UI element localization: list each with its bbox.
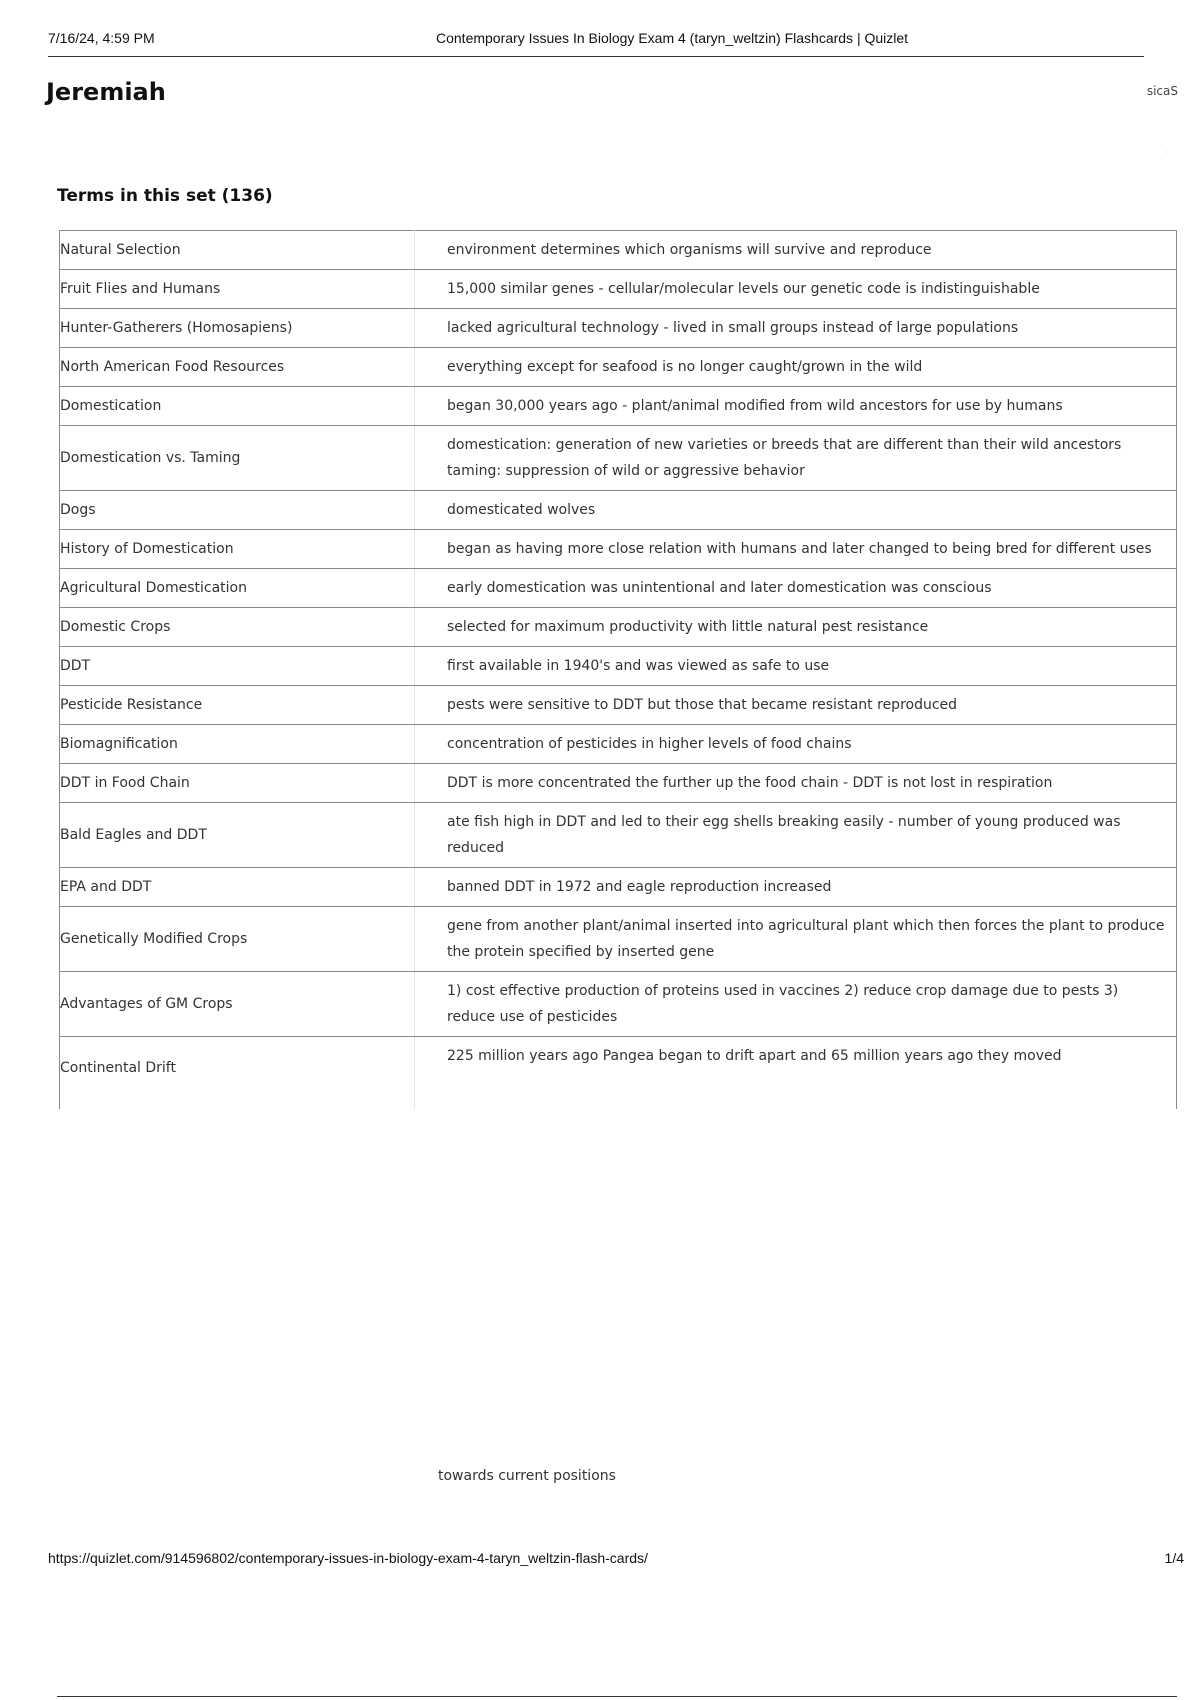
definition-cell — [415, 231, 1177, 270]
definition-cell — [415, 608, 1177, 647]
term-text: Genetically Modified Crops — [60, 907, 415, 972]
definition-text: lacked agricultural technology - lived in small groups instead of large populations — [447, 320, 1019, 336]
owner-right-label: sicaS — [1146, 84, 1178, 98]
definition-text: concentration of pesticides in higher levels of food chains — [447, 736, 852, 752]
definition-text: domesticated wolves — [447, 502, 596, 518]
term-row — [60, 348, 1177, 387]
term-text: Fruit Flies and Humans — [60, 270, 415, 309]
stray-mark: · — [1166, 148, 1169, 157]
definition-cell — [415, 764, 1177, 803]
term-text: North American Food Resources — [60, 348, 415, 387]
definition-cell — [415, 491, 1177, 530]
definition-text: ate fish high in DDT and led to their egg shells breaking easily - number of young produced was reduced — [447, 814, 1121, 856]
definition-cell — [415, 270, 1177, 309]
term-row — [60, 387, 1177, 426]
definition-cell — [415, 725, 1177, 764]
definition-text: environment determines which organisms will survive and reproduce — [447, 242, 932, 258]
term-row — [60, 686, 1177, 725]
print-header — [48, 28, 1144, 57]
terms-table — [59, 230, 1177, 1109]
definition-text: taming: suppression of wild or aggressive behavior — [447, 463, 805, 479]
print-date: 7/16/24, 4:59 PM — [48, 30, 155, 46]
definition-text: 15,000 similar genes - cellular/molecular levels our genetic code is indistinguishable — [447, 281, 1040, 297]
definition-text: 225 million years ago Pangea began to drift apart and 65 million years ago they moved — [447, 1048, 1062, 1064]
print-page-title: Contemporary Issues In Biology Exam 4 (taryn_weltzin) Flashcards | Quizlet — [436, 30, 909, 46]
term-text: DDT in Food Chain — [60, 764, 415, 803]
term-row — [60, 972, 1177, 1037]
definition-cell — [415, 686, 1177, 725]
definition-cell — [415, 972, 1177, 1037]
term-text: Bald Eagles and DDT — [60, 803, 415, 868]
term-text: Dogs — [60, 491, 415, 530]
term-text: Continental Drift — [60, 1037, 415, 1110]
term-row — [60, 1037, 1177, 1110]
term-text: Domestication — [60, 387, 415, 426]
definition-text: domestication: generation of new varieties or breeds that are different than their wild ancestors — [447, 437, 1122, 453]
term-row — [60, 530, 1177, 569]
definition-cell — [415, 309, 1177, 348]
definition-text: first available in 1940's and was viewed as safe to use — [447, 658, 830, 674]
term-row — [60, 231, 1177, 270]
bottom-divider — [57, 1696, 1177, 1697]
term-row — [60, 725, 1177, 764]
term-text: Domestication vs. Taming — [60, 426, 415, 491]
term-text: EPA and DDT — [60, 868, 415, 907]
term-text: Natural Selection — [60, 231, 415, 270]
definition-cell — [415, 530, 1177, 569]
definition-text: early domestication was unintentional and later domestication was conscious — [447, 580, 992, 596]
term-row — [60, 907, 1177, 972]
term-text: Biomagnification — [60, 725, 415, 764]
term-row — [60, 608, 1177, 647]
term-text: History of Domestication — [60, 530, 415, 569]
term-row — [60, 868, 1177, 907]
terms-heading: Terms in this set (136) — [57, 186, 273, 206]
definition-text: gene from another plant/animal inserted into agricultural plant which then forces the plant to produce the protein specified by inserted gene — [447, 918, 1165, 960]
definition-cell — [415, 348, 1177, 387]
definition-cell — [415, 868, 1177, 907]
definition-cell — [415, 647, 1177, 686]
definition-text: 1) cost effective production of proteins used in vaccines 2) reduce crop damage due to pests 3) reduce use of pesticides — [447, 983, 1119, 1025]
definition-cell — [415, 426, 1177, 491]
term-text: Pesticide Resistance — [60, 686, 415, 725]
definition-cell — [415, 1037, 1177, 1110]
definition-text: DDT is more concentrated the further up the food chain - DDT is not lost in respiration — [447, 775, 1053, 791]
term-row — [60, 309, 1177, 348]
definition-text: began 30,000 years ago - plant/animal modified from wild ancestors for use by humans — [447, 398, 1063, 414]
term-row — [60, 803, 1177, 868]
definition-cell — [415, 387, 1177, 426]
term-row — [60, 426, 1177, 491]
continued-definition-text: towards current positions — [438, 1468, 616, 1484]
term-row — [60, 647, 1177, 686]
set-owner-name: Jeremiah — [46, 78, 166, 106]
print-url: https://quizlet.com/914596802/contemporary-issues-in-biology-exam-4-taryn_weltzin-flash-cards/ — [48, 1550, 648, 1566]
definition-text: pests were sensitive to DDT but those that became resistant reproduced — [447, 697, 958, 713]
term-row — [60, 491, 1177, 530]
definition-cell — [415, 907, 1177, 972]
term-row — [60, 764, 1177, 803]
term-text: Hunter-Gatherers (Homosapiens) — [60, 309, 415, 348]
page-number: 1/4 — [1164, 1550, 1184, 1566]
term-row — [60, 569, 1177, 608]
term-text: Agricultural Domestication — [60, 569, 415, 608]
definition-text: began as having more close relation with humans and later changed to being bred for different uses — [447, 541, 1152, 557]
definition-text: everything except for seafood is no longer caught/grown in the wild — [447, 359, 923, 375]
definition-text: selected for maximum productivity with little natural pest resistance — [447, 619, 929, 635]
definition-cell — [415, 803, 1177, 868]
term-text: Domestic Crops — [60, 608, 415, 647]
term-text: DDT — [60, 647, 415, 686]
definition-cell — [415, 569, 1177, 608]
terms-table-body — [60, 231, 1177, 1110]
term-row — [60, 270, 1177, 309]
definition-text: banned DDT in 1972 and eagle reproduction increased — [447, 879, 832, 895]
term-text: Advantages of GM Crops — [60, 972, 415, 1037]
